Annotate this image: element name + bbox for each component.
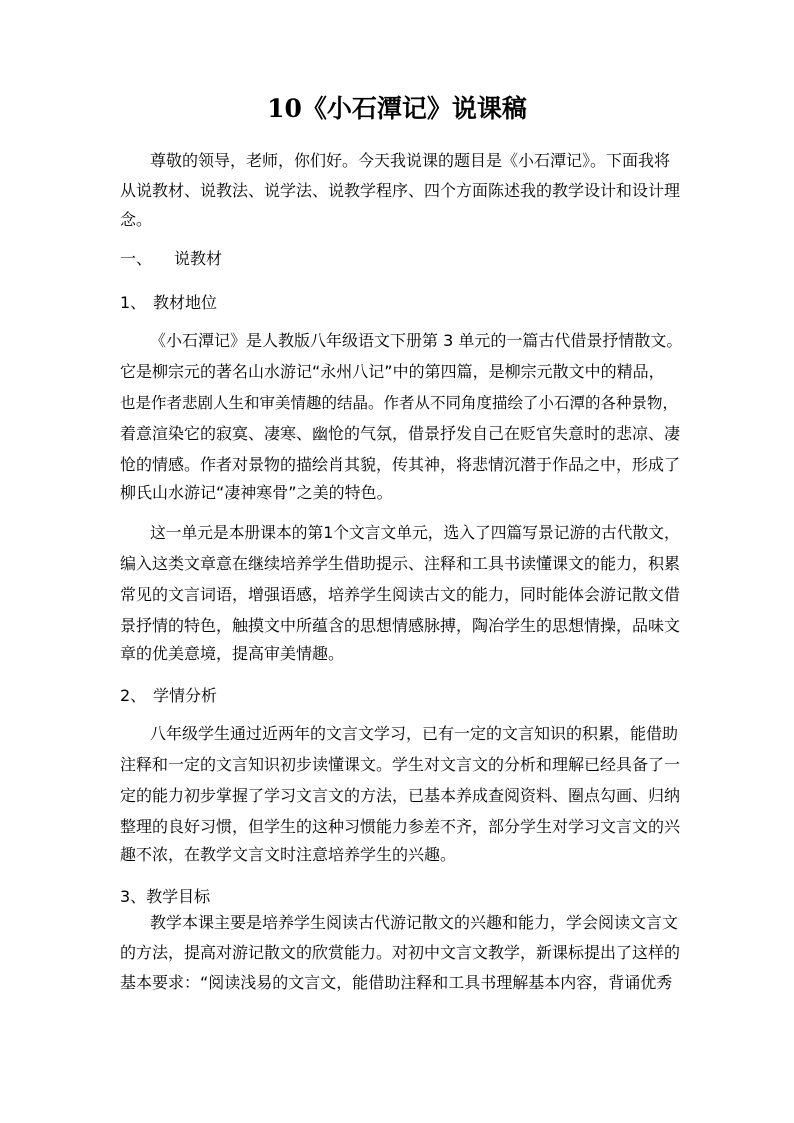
subsection-label: 教材地位 [153,293,218,312]
paragraph-line: 趣不浓，在教学文言文时注意培养学生的兴趣。 [120,845,457,864]
paragraph-line: 八年级学生通过近两年的文言文学习，已有一定的文言知识的积累，能借助 [150,724,679,743]
paragraph-line: 常见的文言词语，增强语感，培养学生阅读古文的能力，同时能体会游记散文借 [120,585,681,604]
paragraph-line: 基本要求：“阅读浅易的文言文，能借助注释和工具书理解基本内容，背诵优秀 [120,973,673,992]
intro-line: 念。 [120,210,153,229]
subsection-heading [120,887,210,907]
subsection-label: 3、教学目标 [120,887,211,906]
intro-line: 从说教材、说教法、说学法、说教学程序、四个方面陈述我的教学设计和设计理 [120,181,681,200]
paragraph-line: 整理的良好习惯，但学生的这种习惯能力参差不齐，部分学生对学习文言文的兴 [120,817,681,836]
paragraph-line: 着意渲染它的寂寞、凄寒、幽怆的气氛，借景抒发自己在贬官失意时的悲凉、凄 [120,424,681,443]
section-label: 说教材 [174,249,223,268]
paragraph-line: 它是柳宗元的著名山水游记“永州八记”中的第四篇，是柳宗元散文中的精品， [120,362,665,381]
paragraph-line: 也是作者悲剧人生和审美情趣的结晶。作者从不同角度描绘了小石潭的各种景物， [120,394,679,412]
paragraph-line: 《小石潭记》是人教版八年级语文下册第 3 单元的一篇古代借景抒情散文。 [150,331,683,350]
paragraph-line: 的方法，提高对游记散文的欣赏能力。对初中文言文教学，新课标提出了这样的 [120,943,681,962]
paragraph-line: 这一单元是本册课本的第1个文言文单元，选入了四篇写景记游的古代散文， [150,523,680,542]
subsection-label: 学情分析 [153,686,218,705]
document-title: 10《小石潭记》说课稿 [267,94,527,123]
paragraph-line: 柳氏山水游记“凄神寒骨”之美的特色。 [120,483,393,502]
paragraph-line: 编入这类文章意在继续培养学生借助提示、注释和工具书读懂课文的能力，积累 [120,554,681,573]
subsection-number: 1、 [120,293,147,312]
subsection-heading [120,293,217,313]
subsection-heading [120,686,217,706]
subsection-number: 2、 [120,686,147,705]
paragraph-line: 教学本课主要是培养学生阅读古代游记散文的兴趣和能力，学会阅读文言文 [150,913,679,932]
paragraph-line: 注释和一定的文言知识初步读懂课文。学生对文言文的分析和理解已经具备了一 [120,755,681,774]
paragraph-line: 章的优美意境，提高审美情趣。 [120,644,345,663]
section-heading [120,249,222,269]
section-number: 一、 [120,249,153,268]
paragraph-line: 怆的情感。作者对景物的描绘肖其貌，传其神，将悲情沉潜于作品之中，形成了 [120,455,681,474]
paragraph-line: 景抒情的特色，触摸文中所蕴含的思想情感脉搏，陶冶学生的思想情操，品味文 [120,616,681,635]
intro-line: 尊敬的领导，老师，你们好。今天我说课的题目是《小石潭记》。下面我将 [150,151,671,170]
paragraph-line: 定的能力初步掌握了学习文言文的方法，已基本养成查阅资料、圈点勾画、归纳 [120,786,681,805]
